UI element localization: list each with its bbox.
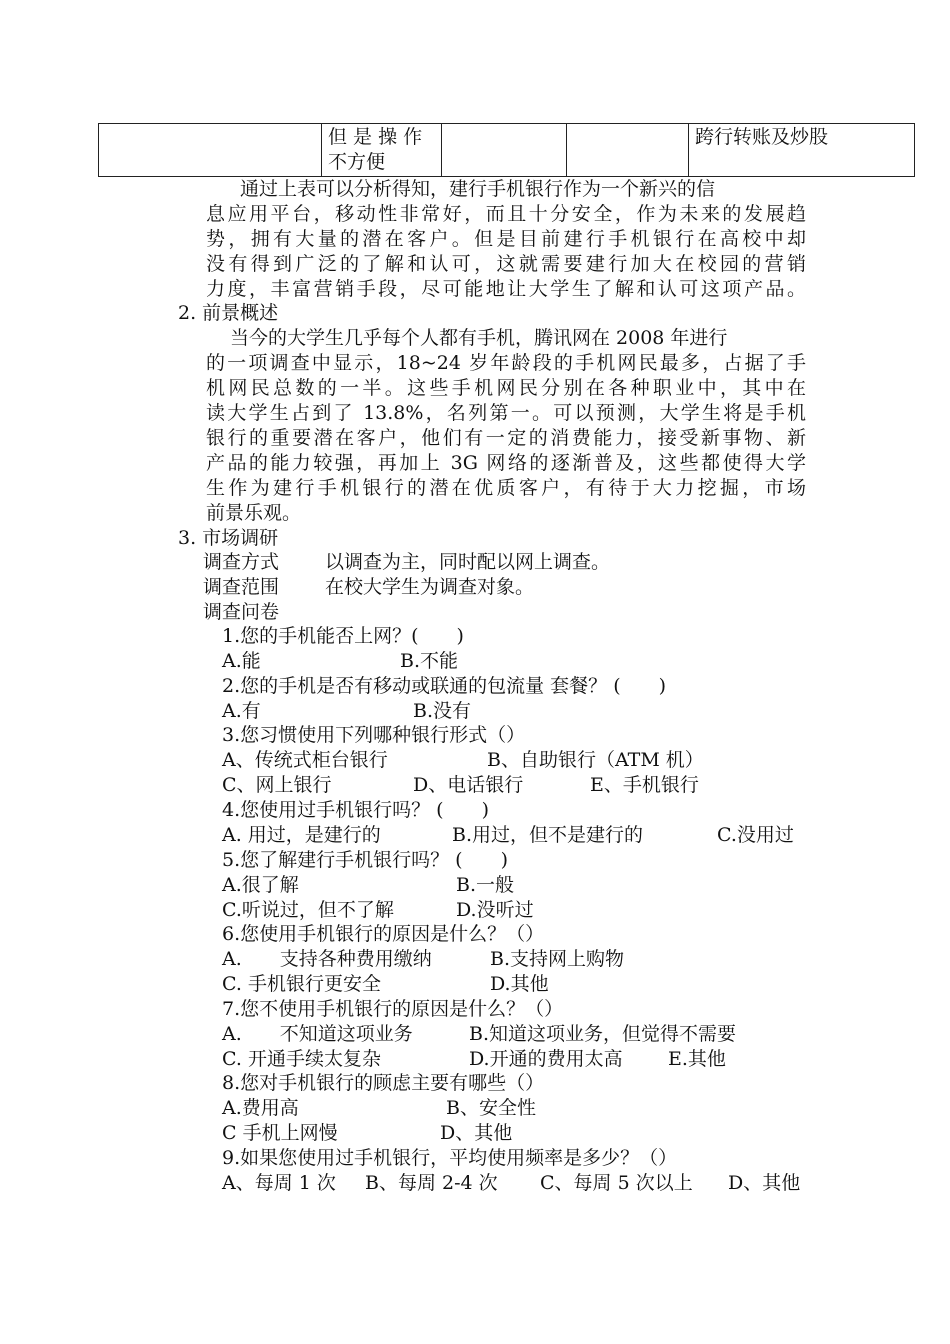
option: C. 开通手续太复杂 xyxy=(222,1048,381,1070)
question: 6.您使用手机银行的原因是什么？（） xyxy=(222,923,545,945)
paragraph-line: 的一项调查中显示，18~24 岁年龄段的手机网民最多，占据了手 xyxy=(206,352,806,374)
paragraph-line: 产品的能力较强，再加上 3G 网络的逐渐普及，这些都使得大学 xyxy=(206,452,806,474)
table-cell xyxy=(442,124,567,177)
table-cell xyxy=(99,124,322,177)
option: B、自助银行（ATM 机） xyxy=(487,749,704,771)
option: B.用过，但不是建行的 xyxy=(452,824,644,846)
question: 8.您对手机银行的顾虑主要有哪些（） xyxy=(222,1072,545,1094)
option: D.其他 xyxy=(490,973,549,995)
option: E.其他 xyxy=(668,1048,726,1070)
survey-scope-label: 调查范围 xyxy=(203,576,280,598)
option: B.不能 xyxy=(400,650,459,672)
option: A.很了解 xyxy=(222,874,299,896)
paragraph-line: 当今的大学生几乎每个人都有手机，腾讯网在 2008 年进行 xyxy=(230,327,728,349)
table-row xyxy=(99,124,915,177)
option: A. 用过，是建行的 xyxy=(222,824,381,846)
option: B.一般 xyxy=(456,874,515,896)
option: A.能 xyxy=(222,650,261,672)
option: B.没有 xyxy=(413,700,472,722)
option: C 手机上网慢 xyxy=(222,1122,338,1144)
survey-method-value: 以调查为主，同时配以网上调查。 xyxy=(325,551,611,573)
option: D.开通的费用太高 xyxy=(469,1048,623,1070)
table-cell-line: 但 是 操 作 xyxy=(328,126,423,148)
paragraph-line: 没有得到广泛的了解和认可，这就需要建行加大在校园的营销 xyxy=(206,253,806,275)
paragraph-line: 银行的重要潜在客户，他们有一定的消费能力，接受新事物、新 xyxy=(206,427,806,449)
question: 2.您的手机是否有移动或联通的包流量 套餐？ ( ) xyxy=(222,675,667,697)
paragraph-line: 力度，丰富营销手段，尽可能地让大学生了解和认可这项产品。 xyxy=(206,278,806,300)
option: A、传统式柜台银行 xyxy=(222,749,388,771)
paragraph-line: 前景乐观。 xyxy=(206,502,302,524)
paragraph-line: 读大学生占到了 13.8%，名列第一。可以预测，大学生将是手机 xyxy=(206,402,806,424)
option: E、手机银行 xyxy=(590,774,699,796)
question: 9.如果您使用过手机银行，平均使用频率是多少？（） xyxy=(222,1147,678,1169)
option: D.没听过 xyxy=(456,899,534,921)
option: D、其他 xyxy=(440,1122,513,1144)
option: A、每周 1 次 xyxy=(222,1172,336,1194)
option: A.费用高 xyxy=(222,1097,299,1119)
table-cell xyxy=(322,124,442,177)
option: C、每周 5 次以上 xyxy=(540,1172,693,1194)
option: A.有 xyxy=(222,700,261,722)
question: 3.您习惯使用下列哪种银行形式（） xyxy=(222,724,526,746)
paragraph-line: 息应用平台，移动性非常好，而且十分安全，作为未来的发展趋 xyxy=(206,203,806,225)
option: A. 不知道这项业务 xyxy=(222,1023,413,1045)
paragraph-line: 机网民总数的一半。这些手机网民分别在各种职业中，其中在 xyxy=(206,377,806,399)
question: 1.您的手机能否上网？( ) xyxy=(222,625,464,647)
option: C. 手机银行更安全 xyxy=(222,973,381,995)
questionnaire-label: 调查问卷 xyxy=(203,601,280,623)
comparison-table xyxy=(98,123,915,177)
option: B.支持网上购物 xyxy=(490,948,625,970)
section-heading: 3. 市场调研 xyxy=(178,527,279,549)
option: C.没用过 xyxy=(717,824,794,846)
option: D、电话银行 xyxy=(413,774,524,796)
option: B、安全性 xyxy=(446,1097,536,1119)
paragraph-line: 势，拥有大量的潜在客户。但是目前建行手机银行在高校中却 xyxy=(206,228,806,250)
option: B、每周 2-4 次 xyxy=(365,1172,498,1194)
option: B.知道这项业务，但觉得不需要 xyxy=(469,1023,737,1045)
question: 4.您使用过手机银行吗？ ( ) xyxy=(222,799,489,821)
survey-scope-value: 在校大学生为调查对象。 xyxy=(325,576,535,598)
table-cell xyxy=(567,124,689,177)
survey-method-label: 调查方式 xyxy=(203,551,280,573)
section-heading: 2. 前景概述 xyxy=(178,302,279,324)
paragraph-line: 生作为建行手机银行的潜在优质客户，有待于大力挖掘，市场 xyxy=(206,477,806,499)
table-cell-line: 不方便 xyxy=(328,151,386,173)
option: D、其他 xyxy=(728,1172,801,1194)
table-cell: 跨行转账及炒股 xyxy=(689,124,915,177)
option: C、网上银行 xyxy=(222,774,332,796)
paragraph-line: 通过上表可以分析得知，建行手机银行作为一个新兴的信 xyxy=(240,178,716,200)
question: 7.您不使用手机银行的原因是什么？（） xyxy=(222,998,564,1020)
question: 5.您了解建行手机银行吗？ ( ) xyxy=(222,849,508,871)
option: C.听说过，但不了解 xyxy=(222,899,394,921)
option: A. 支持各种费用缴纳 xyxy=(222,948,432,970)
